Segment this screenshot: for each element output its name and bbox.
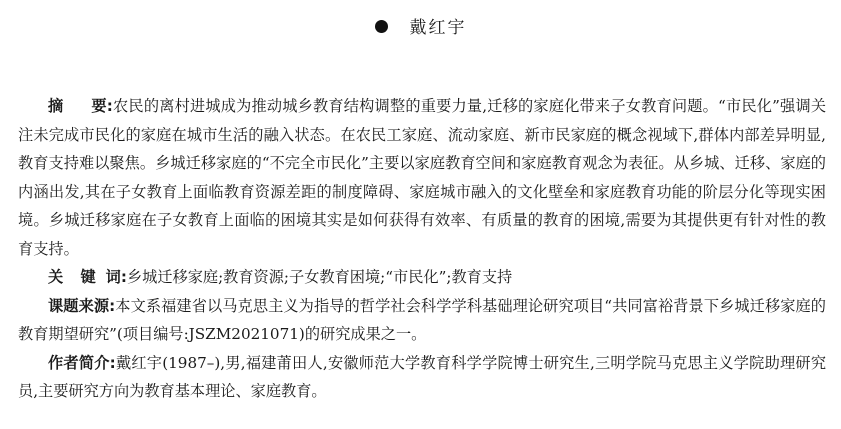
author-bio-label: 作者简介: — [48, 353, 116, 372]
bullet-icon — [375, 20, 388, 33]
abstract-label: 摘要: — [48, 97, 113, 115]
author-name: 戴红宇 — [409, 18, 467, 38]
funding-text: 本文系福建省以马克思主义为指导的哲学社会科学学科基础理论研究项目“共同富裕背景下乡城迁移家庭的教育期望研究”(项目编号:JSZM2021071)的研究成果之一。 — [18, 296, 826, 343]
abstract-block — [18, 92, 826, 263]
keywords-label: 关 键 词: — [48, 268, 127, 286]
keywords-text: 乡城迁移家庭;教育资源;子女教育困境;“市民化”;教育支持 — [126, 268, 513, 286]
keywords-block — [18, 263, 826, 292]
funding-label: 课题来源: — [48, 296, 116, 315]
funding-block — [18, 292, 826, 349]
author-bio-block — [18, 349, 826, 406]
author-bio-text: 戴红宇(1987–),男,福建莆田人,安徽师范大学教育科学学院博士研究生,三明学院马克思主义学院助理研究员,主要研究方向为教育基本理论、家庭教育。 — [18, 353, 827, 400]
author-line — [0, 14, 841, 42]
abstract-text: 农民的离村进城成为推动城乡教育结构调整的重要力量,迁移的家庭化带来子女教育问题。“市民化”强调关注未完成市民化的家庭在城市生活的融入状态。在农民工家庭、流动家庭、新市民家庭的概念视域下,群体内部差异明显,教育支持难以聚焦。乡城迁移家庭的“不完全市民化”主要以家庭教育空间和家庭教育观念为表征。从乡城、迁移、家庭的内涵出发,其在子女教育上面临教育资源差距的制度障碍、家庭城市融入的文化壁垒和家庭教育功能的阶层分化等现实困境。乡城迁移家庭在子女教育上面临的困境其实是如何获得有效率、有质量的教育的困境,需要为其提供更有针对性的教育支持。 — [18, 97, 827, 258]
abstract-section — [18, 92, 826, 406]
